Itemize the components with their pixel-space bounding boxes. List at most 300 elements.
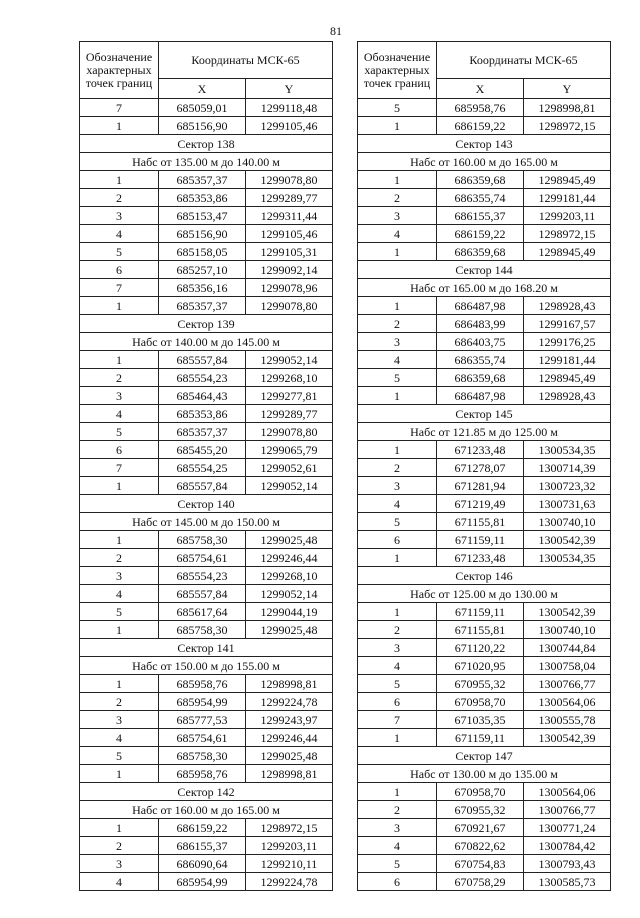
table-row	[80, 711, 333, 729]
section-label: Набс от 160.00 м до 165.00 м	[80, 801, 333, 819]
table-row	[80, 405, 333, 423]
y-coordinate-cell: 1300555,78	[524, 711, 611, 729]
section-label: Набс от 150.00 м до 155.00 м	[80, 657, 333, 675]
y-coordinate-cell: 1299052,14	[246, 585, 333, 603]
y-coordinate-cell: 1299268,10	[246, 369, 333, 387]
table-row	[80, 225, 333, 243]
x-coordinate-cell: 671278,07	[437, 459, 524, 477]
y-coordinate-cell: 1300542,39	[524, 603, 611, 621]
table-row	[358, 855, 611, 873]
y-coordinate-cell: 1299268,10	[246, 567, 333, 585]
x-coordinate-cell: 685153,47	[159, 207, 246, 225]
table-row	[80, 729, 333, 747]
table-row	[358, 477, 611, 495]
point-column-header: Обозначение характерных точек границ	[80, 42, 159, 99]
point-number-cell: 1	[358, 171, 437, 189]
point-number-cell: 1	[358, 603, 437, 621]
table-row	[358, 639, 611, 657]
table-row	[80, 171, 333, 189]
section-label: Сектор 144	[358, 261, 611, 279]
coordinates-table-right	[357, 41, 611, 891]
section-label: Сектор 145	[358, 405, 611, 423]
x-coordinate-cell: 670955,32	[437, 801, 524, 819]
x-coordinate-cell: 685357,37	[159, 171, 246, 189]
point-number-cell: 2	[358, 621, 437, 639]
point-number-cell: 1	[80, 675, 159, 693]
x-coordinate-cell: 685754,61	[159, 549, 246, 567]
x-coordinate-cell: 685958,76	[437, 99, 524, 117]
table-row	[358, 657, 611, 675]
point-number-cell: 2	[80, 837, 159, 855]
y-coordinate-cell: 1300744,84	[524, 639, 611, 657]
section-label: Сектор 146	[358, 567, 611, 585]
table-row	[358, 459, 611, 477]
y-coordinate-cell: 1300534,35	[524, 549, 611, 567]
table-row	[80, 477, 333, 495]
point-number-cell: 6	[80, 261, 159, 279]
x-coordinate-cell: 685777,53	[159, 711, 246, 729]
table-row	[80, 549, 333, 567]
y-coordinate-cell: 1298998,81	[246, 765, 333, 783]
table-row	[358, 783, 611, 801]
y-coordinate-cell: 1298998,81	[246, 675, 333, 693]
y-coordinate-cell: 1298928,43	[524, 387, 611, 405]
y-coordinate-cell: 1299052,14	[246, 477, 333, 495]
table-row	[358, 189, 611, 207]
table-row	[80, 441, 333, 459]
y-coordinate-cell: 1300542,39	[524, 729, 611, 747]
x-coordinate-cell: 685156,90	[159, 117, 246, 135]
point-number-cell: 4	[358, 351, 437, 369]
x-coordinate-cell: 671281,94	[437, 477, 524, 495]
x-coordinate-cell: 686487,98	[437, 297, 524, 315]
section-label: Набс от 140.00 м до 145.00 м	[80, 333, 333, 351]
section-row	[80, 315, 333, 333]
section-row	[358, 261, 611, 279]
point-number-cell: 5	[80, 243, 159, 261]
right-table-body	[358, 99, 611, 891]
section-row	[80, 495, 333, 513]
table-row	[358, 243, 611, 261]
x-coordinate-cell: 671159,11	[437, 729, 524, 747]
x-coordinate-cell: 685464,43	[159, 387, 246, 405]
table-row	[358, 333, 611, 351]
table-row	[80, 873, 333, 891]
y-coordinate-cell: 1299025,48	[246, 531, 333, 549]
section-row	[358, 279, 611, 297]
x-coordinate-cell: 685554,23	[159, 369, 246, 387]
table-row	[358, 225, 611, 243]
section-row	[358, 585, 611, 603]
y-coordinate-cell: 1299052,61	[246, 459, 333, 477]
table-row	[80, 117, 333, 135]
section-row	[80, 783, 333, 801]
section-row	[358, 135, 611, 153]
x-coordinate-cell: 671159,11	[437, 531, 524, 549]
x-coordinate-cell: 671233,48	[437, 549, 524, 567]
section-row	[80, 657, 333, 675]
table-row	[80, 279, 333, 297]
y-coordinate-cell: 1299277,81	[246, 387, 333, 405]
point-number-cell: 2	[358, 315, 437, 333]
y-coordinate-cell: 1299078,80	[246, 171, 333, 189]
point-number-cell: 2	[358, 459, 437, 477]
section-label: Набс от 121.85 м до 125.00 м	[358, 423, 611, 441]
section-row	[80, 639, 333, 657]
x-coordinate-cell: 685158,05	[159, 243, 246, 261]
x-coordinate-cell: 686483,99	[437, 315, 524, 333]
section-label: Сектор 142	[80, 783, 333, 801]
point-number-cell: 1	[358, 117, 437, 135]
table-row	[358, 621, 611, 639]
y-coordinate-cell: 1299078,80	[246, 297, 333, 315]
section-label: Сектор 140	[80, 495, 333, 513]
point-number-cell: 3	[80, 207, 159, 225]
x-coordinate-cell: 686359,68	[437, 243, 524, 261]
x-coordinate-cell: 686155,37	[437, 207, 524, 225]
x-coordinate-cell: 685758,30	[159, 531, 246, 549]
point-number-cell: 5	[358, 369, 437, 387]
point-number-cell: 1	[80, 117, 159, 135]
x-coordinate-cell: 671020,95	[437, 657, 524, 675]
y-coordinate-cell: 1299224,78	[246, 693, 333, 711]
point-number-cell: 1	[358, 243, 437, 261]
x-coordinate-cell: 685557,84	[159, 351, 246, 369]
y-coordinate-cell: 1300585,73	[524, 873, 611, 891]
y-coordinate-cell: 1299118,48	[246, 99, 333, 117]
y-coordinate-cell: 1299243,97	[246, 711, 333, 729]
y-column-header: Y	[524, 79, 611, 99]
table-row	[358, 513, 611, 531]
table-row	[80, 819, 333, 837]
y-coordinate-cell: 1299105,46	[246, 117, 333, 135]
point-number-cell: 1	[358, 387, 437, 405]
x-coordinate-cell: 685554,25	[159, 459, 246, 477]
section-row	[358, 765, 611, 783]
table-row	[358, 819, 611, 837]
section-label: Сектор 147	[358, 747, 611, 765]
table-row	[80, 837, 333, 855]
x-coordinate-cell: 686403,75	[437, 333, 524, 351]
x-coordinate-cell: 686159,22	[437, 225, 524, 243]
y-coordinate-cell: 1299025,48	[246, 621, 333, 639]
point-number-cell: 6	[80, 441, 159, 459]
x-coordinate-cell: 670758,29	[437, 873, 524, 891]
table-row	[80, 99, 333, 117]
section-label: Набс от 145.00 м до 150.00 м	[80, 513, 333, 531]
point-number-cell: 1	[80, 531, 159, 549]
point-number-cell: 4	[358, 225, 437, 243]
point-number-cell: 2	[80, 189, 159, 207]
y-column-header: Y	[246, 79, 333, 99]
x-coordinate-cell: 685754,61	[159, 729, 246, 747]
y-coordinate-cell: 1300714,39	[524, 459, 611, 477]
y-coordinate-cell: 1298998,81	[524, 99, 611, 117]
y-coordinate-cell: 1299210,11	[246, 855, 333, 873]
x-column-header: X	[159, 79, 246, 99]
y-coordinate-cell: 1300564,06	[524, 693, 611, 711]
section-label: Набс от 125.00 м до 130.00 м	[358, 585, 611, 603]
x-coordinate-cell: 671120,22	[437, 639, 524, 657]
y-coordinate-cell: 1299065,79	[246, 441, 333, 459]
x-coordinate-cell: 671159,11	[437, 603, 524, 621]
section-row	[358, 405, 611, 423]
y-coordinate-cell: 1299311,44	[246, 207, 333, 225]
page-number: 81	[330, 24, 342, 38]
x-coordinate-cell: 685257,10	[159, 261, 246, 279]
coordinates-table-left	[79, 41, 333, 891]
point-number-cell: 3	[358, 333, 437, 351]
table-row	[80, 459, 333, 477]
y-coordinate-cell: 1299203,11	[524, 207, 611, 225]
x-coordinate-cell: 685353,86	[159, 189, 246, 207]
x-coordinate-cell: 685059,01	[159, 99, 246, 117]
y-coordinate-cell: 1298972,15	[524, 225, 611, 243]
x-coordinate-cell: 685617,64	[159, 603, 246, 621]
x-coordinate-cell: 685357,37	[159, 297, 246, 315]
point-number-cell: 1	[80, 765, 159, 783]
point-number-cell: 4	[358, 837, 437, 855]
x-coordinate-cell: 685958,76	[159, 765, 246, 783]
coordinates-column-header: Координаты МСК-65	[437, 42, 611, 79]
y-coordinate-cell: 1299181,44	[524, 351, 611, 369]
y-coordinate-cell: 1298972,15	[524, 117, 611, 135]
x-coordinate-cell: 686155,37	[159, 837, 246, 855]
table-row	[80, 261, 333, 279]
table-row	[358, 369, 611, 387]
section-row	[80, 135, 333, 153]
point-number-cell: 3	[358, 819, 437, 837]
table-row	[80, 297, 333, 315]
y-coordinate-cell: 1300731,63	[524, 495, 611, 513]
table-row	[358, 549, 611, 567]
point-number-cell: 2	[358, 801, 437, 819]
point-number-cell: 1	[358, 729, 437, 747]
point-number-cell: 5	[358, 99, 437, 117]
section-row	[80, 153, 333, 171]
y-coordinate-cell: 1299224,78	[246, 873, 333, 891]
x-coordinate-cell: 670754,83	[437, 855, 524, 873]
point-number-cell: 7	[80, 99, 159, 117]
point-number-cell: 1	[358, 783, 437, 801]
x-coordinate-cell: 685758,30	[159, 621, 246, 639]
y-coordinate-cell: 1299025,48	[246, 747, 333, 765]
y-coordinate-cell: 1299289,77	[246, 405, 333, 423]
x-coordinate-cell: 685958,76	[159, 675, 246, 693]
section-label: Сектор 141	[80, 639, 333, 657]
y-coordinate-cell: 1300771,24	[524, 819, 611, 837]
y-coordinate-cell: 1298945,49	[524, 369, 611, 387]
x-coordinate-cell: 670822,62	[437, 837, 524, 855]
x-coordinate-cell: 686159,22	[437, 117, 524, 135]
point-number-cell: 6	[358, 693, 437, 711]
x-coordinate-cell: 671233,48	[437, 441, 524, 459]
x-coordinate-cell: 685554,23	[159, 567, 246, 585]
x-coordinate-cell: 685353,86	[159, 405, 246, 423]
y-coordinate-cell: 1300793,43	[524, 855, 611, 873]
point-number-cell: 1	[80, 297, 159, 315]
y-coordinate-cell: 1299044,19	[246, 603, 333, 621]
table-row	[358, 711, 611, 729]
section-label: Набс от 135.00 м до 140.00 м	[80, 153, 333, 171]
table-row	[358, 441, 611, 459]
y-coordinate-cell: 1300784,42	[524, 837, 611, 855]
point-number-cell: 1	[358, 549, 437, 567]
x-coordinate-cell: 671155,81	[437, 621, 524, 639]
table-row	[80, 621, 333, 639]
y-coordinate-cell: 1299246,44	[246, 549, 333, 567]
point-number-cell: 4	[80, 873, 159, 891]
table-row	[358, 531, 611, 549]
y-coordinate-cell: 1300564,06	[524, 783, 611, 801]
section-row	[358, 153, 611, 171]
x-coordinate-cell: 685758,30	[159, 747, 246, 765]
point-number-cell: 2	[80, 549, 159, 567]
point-number-cell: 3	[358, 207, 437, 225]
y-coordinate-cell: 1298945,49	[524, 243, 611, 261]
point-number-cell: 3	[80, 387, 159, 405]
table-row	[80, 585, 333, 603]
table-row	[80, 531, 333, 549]
point-number-cell: 5	[80, 423, 159, 441]
point-column-header: Обозначение характерных точек границ	[358, 42, 437, 99]
table-row	[80, 423, 333, 441]
section-label: Сектор 143	[358, 135, 611, 153]
table-row	[358, 99, 611, 117]
section-row	[358, 567, 611, 585]
table-row	[358, 837, 611, 855]
x-coordinate-cell: 686355,74	[437, 189, 524, 207]
point-number-cell: 1	[80, 621, 159, 639]
x-coordinate-cell: 671155,81	[437, 513, 524, 531]
point-number-cell: 1	[358, 297, 437, 315]
x-coordinate-cell: 685156,90	[159, 225, 246, 243]
table-row	[80, 567, 333, 585]
table-row	[358, 297, 611, 315]
y-coordinate-cell: 1299289,77	[246, 189, 333, 207]
y-coordinate-cell: 1300542,39	[524, 531, 611, 549]
table-row	[358, 495, 611, 513]
table-row	[80, 765, 333, 783]
point-number-cell: 3	[80, 567, 159, 585]
table-row	[358, 315, 611, 333]
section-label: Сектор 138	[80, 135, 333, 153]
point-number-cell: 4	[80, 405, 159, 423]
point-number-cell: 7	[80, 279, 159, 297]
table-row	[358, 603, 611, 621]
y-coordinate-cell: 1300740,10	[524, 513, 611, 531]
y-coordinate-cell: 1299176,25	[524, 333, 611, 351]
section-row	[80, 333, 333, 351]
table-row	[80, 189, 333, 207]
point-number-cell: 4	[80, 585, 159, 603]
point-number-cell: 7	[80, 459, 159, 477]
section-label: Набс от 160.00 м до 165.00 м	[358, 153, 611, 171]
y-coordinate-cell: 1299105,46	[246, 225, 333, 243]
x-coordinate-cell: 686487,98	[437, 387, 524, 405]
table-row	[80, 675, 333, 693]
table-row	[358, 387, 611, 405]
point-number-cell: 1	[80, 351, 159, 369]
point-number-cell: 5	[80, 603, 159, 621]
table-row	[358, 693, 611, 711]
table-row	[358, 873, 611, 891]
x-coordinate-cell: 685356,16	[159, 279, 246, 297]
point-number-cell: 5	[358, 513, 437, 531]
point-number-cell: 4	[80, 729, 159, 747]
x-coordinate-cell: 686159,22	[159, 819, 246, 837]
table-row	[80, 243, 333, 261]
y-coordinate-cell: 1298972,15	[246, 819, 333, 837]
table-row	[358, 729, 611, 747]
table-row	[358, 117, 611, 135]
point-number-cell: 4	[358, 657, 437, 675]
table-row	[358, 351, 611, 369]
table-row	[80, 369, 333, 387]
table-row	[358, 801, 611, 819]
table-row	[80, 387, 333, 405]
section-row	[80, 801, 333, 819]
point-number-cell: 4	[80, 225, 159, 243]
point-number-cell: 1	[80, 477, 159, 495]
point-number-cell: 1	[80, 171, 159, 189]
table-row	[80, 603, 333, 621]
table-row	[358, 207, 611, 225]
point-number-cell: 5	[358, 855, 437, 873]
y-coordinate-cell: 1298928,43	[524, 297, 611, 315]
table-row	[80, 747, 333, 765]
x-coordinate-cell: 670958,70	[437, 783, 524, 801]
x-coordinate-cell: 686090,64	[159, 855, 246, 873]
point-number-cell: 1	[80, 819, 159, 837]
y-coordinate-cell: 1300766,77	[524, 675, 611, 693]
x-coordinate-cell: 686359,68	[437, 369, 524, 387]
table-row	[80, 855, 333, 873]
y-coordinate-cell: 1298945,49	[524, 171, 611, 189]
y-coordinate-cell: 1299246,44	[246, 729, 333, 747]
y-coordinate-cell: 1300766,77	[524, 801, 611, 819]
point-number-cell: 5	[358, 675, 437, 693]
table-row	[358, 171, 611, 189]
y-coordinate-cell: 1300534,35	[524, 441, 611, 459]
y-coordinate-cell: 1299078,96	[246, 279, 333, 297]
point-number-cell: 3	[358, 639, 437, 657]
x-coordinate-cell: 686359,68	[437, 171, 524, 189]
x-coordinate-cell: 685455,20	[159, 441, 246, 459]
x-coordinate-cell: 685954,99	[159, 873, 246, 891]
table-row	[80, 351, 333, 369]
y-coordinate-cell: 1299052,14	[246, 351, 333, 369]
point-number-cell: 4	[358, 495, 437, 513]
table-row	[80, 693, 333, 711]
x-coordinate-cell: 671035,35	[437, 711, 524, 729]
coordinates-column-header: Координаты МСК-65	[159, 42, 333, 79]
point-number-cell: 3	[80, 711, 159, 729]
point-number-cell: 3	[80, 855, 159, 873]
x-coordinate-cell: 685357,37	[159, 423, 246, 441]
x-coordinate-cell: 685557,84	[159, 477, 246, 495]
x-coordinate-cell: 670955,32	[437, 675, 524, 693]
y-coordinate-cell: 1299078,80	[246, 423, 333, 441]
point-number-cell: 2	[80, 693, 159, 711]
section-row	[358, 423, 611, 441]
section-row	[358, 747, 611, 765]
point-number-cell: 6	[358, 531, 437, 549]
point-number-cell: 2	[80, 369, 159, 387]
section-label: Набс от 130.00 м до 135.00 м	[358, 765, 611, 783]
point-number-cell: 3	[358, 477, 437, 495]
section-label: Сектор 139	[80, 315, 333, 333]
